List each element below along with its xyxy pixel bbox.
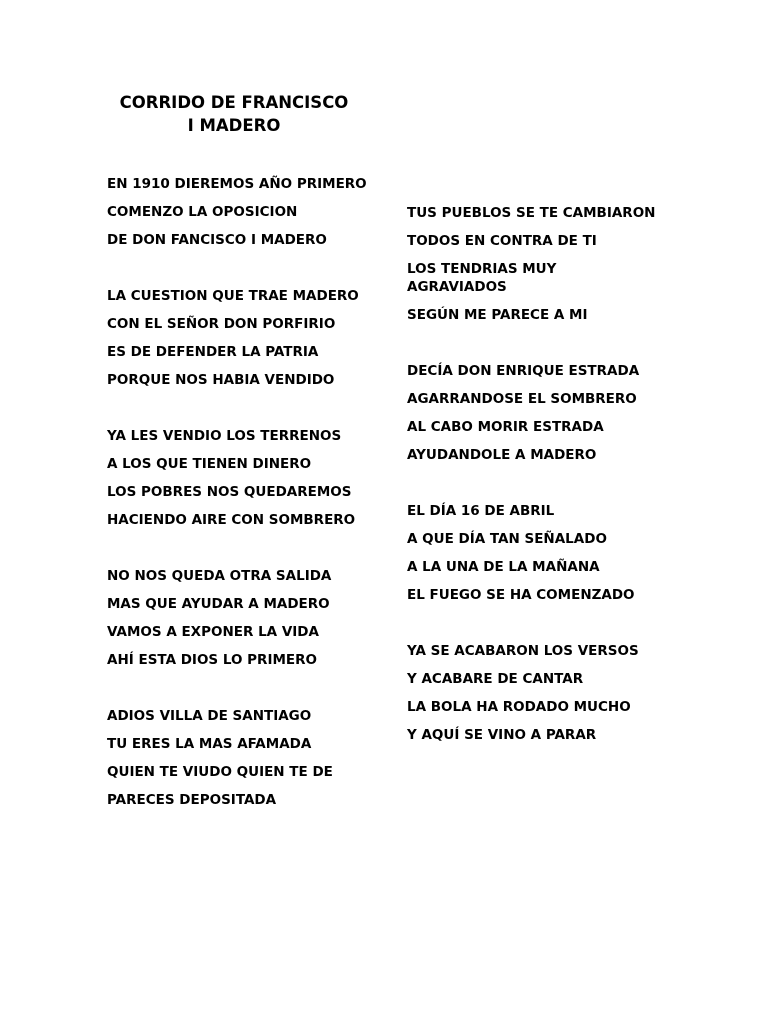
verse-line: MAS QUE AYUDAR A MADERO (107, 596, 330, 612)
verse-line: ADIOS VILLA DE SANTIAGO (107, 708, 312, 724)
verse-line: EL DÍA 16 DE ABRIL (407, 503, 555, 519)
verse-line: YA SE ACABARON LOS VERSOS (407, 643, 639, 659)
verse-line: TUS PUEBLOS SE TE CAMBIARON (407, 205, 656, 221)
verse-line: QUIEN TE VIUDO QUIEN TE DE (107, 764, 333, 780)
verse-line: LA CUESTION QUE TRAE MADERO (107, 288, 359, 304)
verse-line: ES DE DEFENDER LA PATRIA (107, 344, 319, 360)
verse-line: AHÍ ESTA DIOS LO PRIMERO (107, 652, 317, 668)
verse-line: TODOS EN CONTRA DE TI (407, 233, 597, 249)
stanza (407, 642, 697, 744)
verse-line: A QUE DÍA TAN SEÑALADO (407, 531, 607, 547)
title-line-1: CORRIDO DE FRANCISCO (119, 93, 349, 112)
verse-line: LOS TENDRIAS MUY AGRAVIADOS (407, 261, 557, 295)
stanza (407, 502, 697, 604)
verse-line: PARECES DEPOSITADA (107, 792, 277, 808)
title-line-2: I MADERO (187, 116, 281, 135)
stanza (107, 175, 377, 249)
verse-line: AYUDANDOLE A MADERO (407, 447, 597, 463)
verse-line: EN 1910 DIEREMOS AÑO PRIMERO (107, 176, 367, 192)
right-column (407, 204, 697, 782)
verse-line: NO NOS QUEDA OTRA SALIDA (107, 568, 332, 584)
verse-line: EL FUEGO SE HA COMENZADO (407, 587, 635, 603)
stanza (407, 362, 697, 464)
verse-line: CON EL SEÑOR DON PORFIRIO (107, 316, 336, 332)
left-column (107, 175, 377, 847)
verse-line: AGARRANDOSE EL SOMBRERO (407, 391, 637, 407)
verse-line: VAMOS A EXPONER LA VIDA (107, 624, 319, 640)
verse-line: A LA UNA DE LA MAÑANA (407, 559, 600, 575)
verse-line: COMENZO LA OPOSICION (107, 204, 298, 220)
stanza (107, 427, 377, 529)
verse-line: A LOS QUE TIENEN DINERO (107, 456, 312, 472)
stanza (107, 707, 377, 809)
verse-line: PORQUE NOS HABIA VENDIDO (107, 372, 335, 388)
verse-line: LA BOLA HA RODADO MUCHO (407, 699, 631, 715)
verse-line: DECÍA DON ENRIQUE ESTRADA (407, 363, 640, 379)
verse-line: SEGÚN ME PARECE A MI (407, 307, 588, 323)
verse-line: AL CABO MORIR ESTRADA (407, 419, 604, 435)
page-title (108, 91, 360, 137)
verse-line: LOS POBRES NOS QUEDAREMOS (107, 484, 352, 500)
stanza (107, 287, 377, 389)
verse-line: TU ERES LA MAS AFAMADA (107, 736, 312, 752)
stanza (107, 567, 377, 669)
verse-line: Y ACABARE DE CANTAR (407, 671, 584, 687)
verse-line: YA LES VENDIO LOS TERRENOS (107, 428, 342, 444)
stanza (407, 204, 697, 324)
verse-line: DE DON FANCISCO I MADERO (107, 232, 327, 248)
verse-line: HACIENDO AIRE CON SOMBRERO (107, 512, 356, 528)
verse-line: Y AQUÍ SE VINO A PARAR (407, 727, 597, 743)
